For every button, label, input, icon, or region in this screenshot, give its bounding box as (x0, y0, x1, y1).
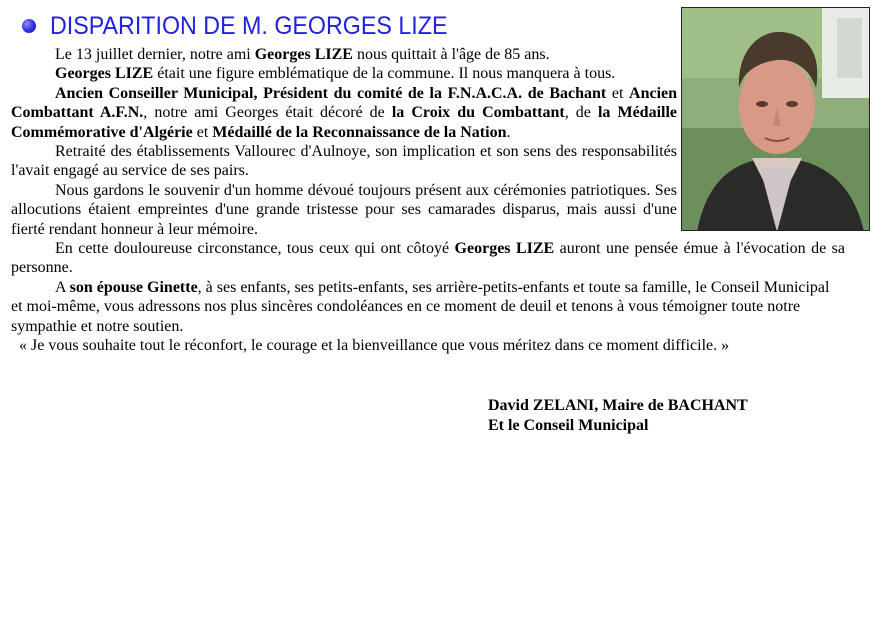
signature-line-2: Et le Conseil Municipal (488, 416, 649, 434)
paragraph-6: En cette douloureuse circonstance, tous ceux qui ont côtoyé Georges LIZE auront une pensée émue à l'évocation de sa personne. (11, 240, 845, 277)
page-title: DISPARITION DE M. GEORGES LIZE (50, 11, 448, 40)
paragraph-7: A son épouse Ginette, à ses enfants, ses petits-enfants, ses arrière-petits-enfants et toute sa famille, le Conseil Municipal et moi-même, vous adressons nos plus sincères condoléances en ce moment de deuil et tenons à vous témoigner toute notre sympathie et notre soutien. (11, 278, 830, 335)
signature-line-1: David ZELANI, Maire de BACHANT (488, 397, 748, 414)
paragraph-2: Georges LIZE était une figure emblématique de la commune. Il nous manquera à tous. (55, 65, 616, 83)
paragraph-4: Retraité des établissements Vallourec d'Aulnoye, son implication et son sens des responsabilités l'avait engagé au service de ses pairs. (11, 143, 677, 180)
bullet-icon (22, 19, 36, 33)
article-body (11, 45, 845, 356)
signature (488, 396, 748, 435)
paragraph-1: Le 13 juillet dernier, notre ami Georges LIZE nous quittait à l'âge de 85 ans. (55, 46, 550, 63)
title-row (22, 10, 477, 42)
closing-quote: « Je vous souhaite tout le réconfort, le courage et la bienveillance que vous méritez dans ce moment difficile. » (19, 337, 730, 355)
paragraph-5: Nous gardons le souvenir d'un homme dévoué toujours présent aux cérémonies patriotiques. Ses allocutions étaient empreintes d'une grande tristesse pour ses camarades disparus, mais aussi d'une fierté rendant honneur à leur mémoire. (11, 181, 677, 238)
paragraph-3: Ancien Conseiller Municipal, Président du comité de la F.N.A.C.A. de Bachant et Ancien Combattant A.F.N., notre ami Georges était décoré de la Croix du Combattant, de la Médaille Commémorative d'Algérie et Médaillé de la Reconnaissance de la Nation. (11, 84, 678, 141)
